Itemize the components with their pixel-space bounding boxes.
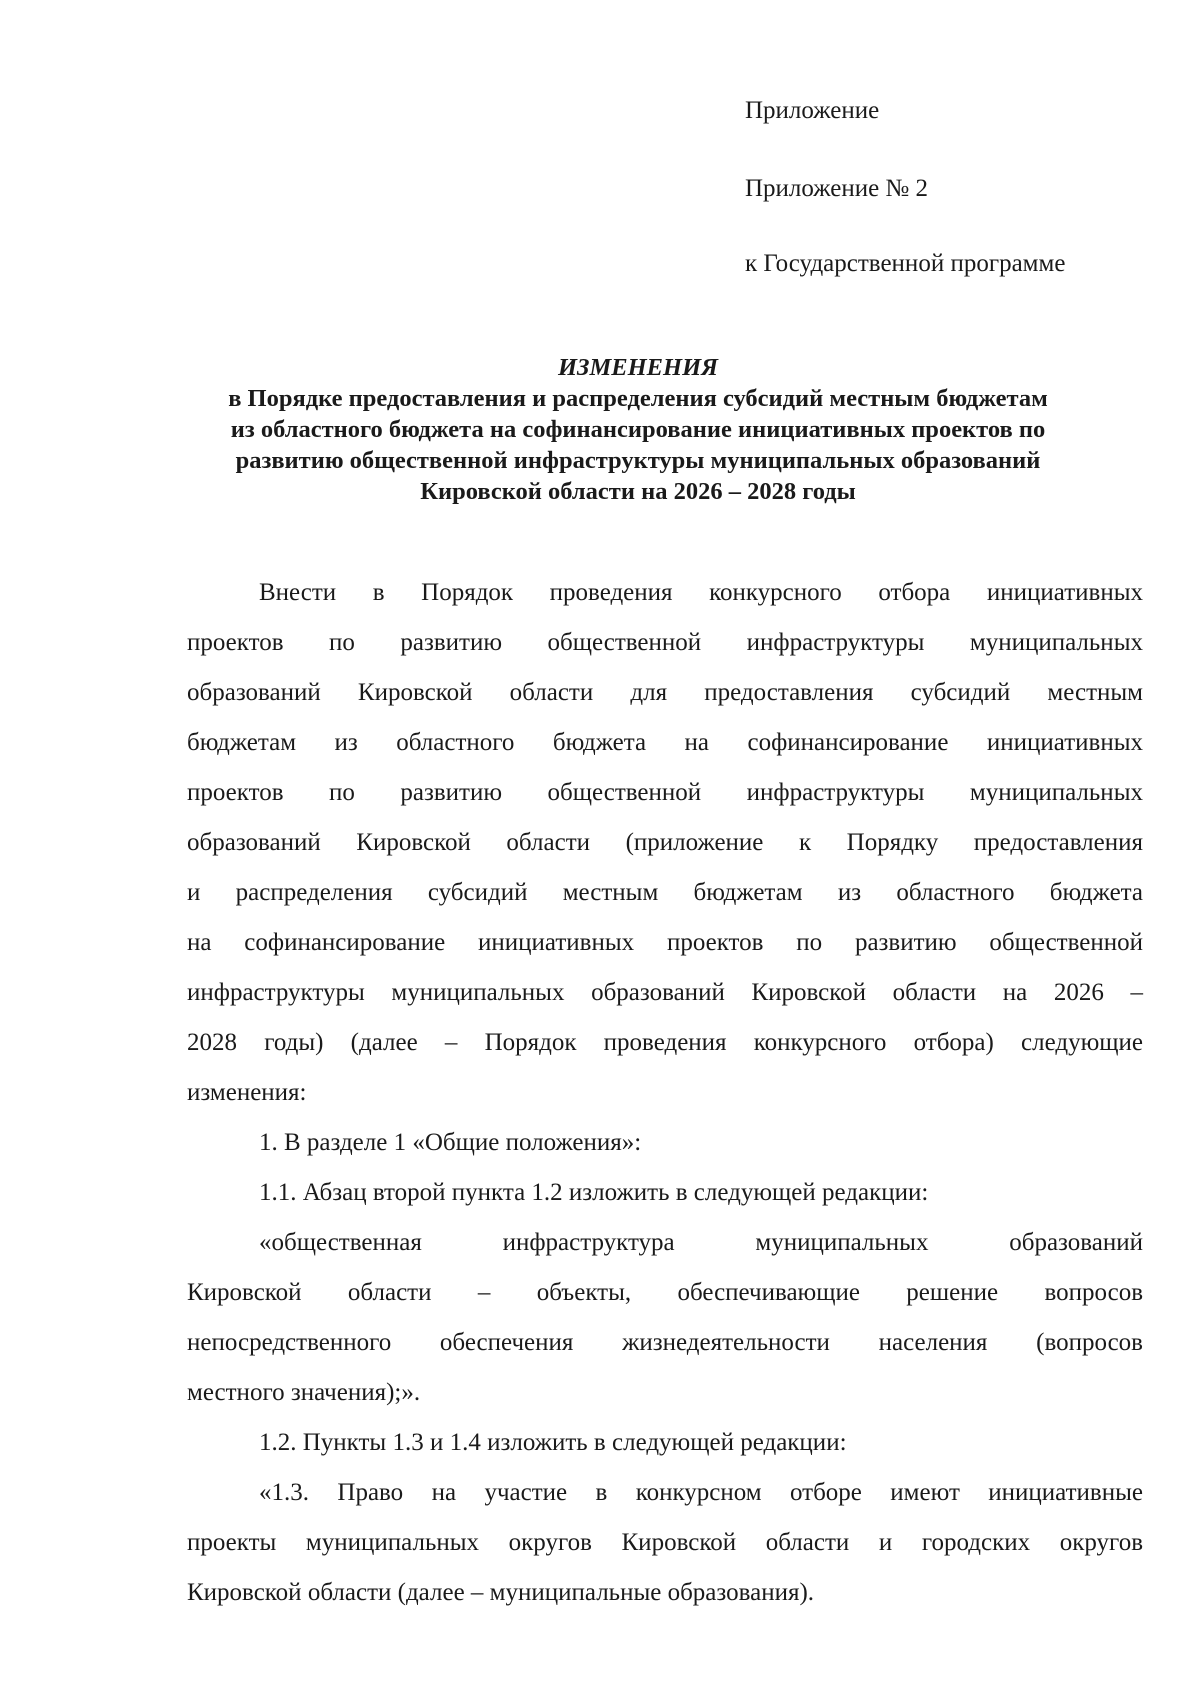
body-line: изменения:: [187, 1079, 307, 1106]
body-line: образований Кировской области для предоставления субсидий местным: [187, 679, 1143, 706]
body-line: бюджетам из областного бюджета на софинансирование инициативных: [187, 729, 1143, 756]
quoted-line: «1.3. Право на участие в конкурсном отборе имеют инициативные: [259, 1479, 1143, 1506]
body-line: образований Кировской области (приложение к Порядку предоставления: [187, 829, 1143, 856]
title-line: Кировской области на 2026 – 2028 годы: [420, 478, 856, 505]
body-line: проектов по развитию общественной инфраструктуры муниципальных: [187, 779, 1143, 806]
quoted-line: местного значения);».: [187, 1379, 421, 1406]
body-line: проектов по развитию общественной инфраструктуры муниципальных: [187, 629, 1143, 656]
document-title: [170, 352, 1106, 507]
quoted-line: Кировской области – объекты, обеспечивающие решение вопросов: [187, 1279, 1143, 1306]
quoted-line: непосредственного обеспечения жизнедеятельности населения (вопросов: [187, 1329, 1143, 1356]
title-line: из областного бюджета на софинансирование инициативных проектов по: [230, 416, 1046, 443]
subsection-item: 1.1. Абзац второй пункта 1.2 изложить в следующей редакции:: [259, 1179, 929, 1206]
annex-label: Приложение: [745, 97, 880, 124]
title-line: развитию общественной инфраструктуры муниципальных образований: [235, 447, 1041, 474]
body-line: на софинансирование инициативных проектов по развитию общественной: [187, 929, 1143, 956]
section-item: 1. В разделе 1 «Общие положения»:: [259, 1129, 642, 1156]
body-line: и распределения субсидий местным бюджетам из областного бюджета: [187, 879, 1143, 906]
quoted-line: Кировской области (далее – муниципальные образования).: [187, 1579, 815, 1606]
title-line: в Порядке предоставления и распределения субсидий местным бюджетам: [228, 385, 1048, 412]
body-line: Внести в Порядок проведения конкурсного отбора инициативных: [259, 579, 1143, 606]
subsection-item: 1.2. Пункты 1.3 и 1.4 изложить в следующей редакции:: [259, 1429, 847, 1456]
quoted-line: «общественная инфраструктура муниципальных образований: [259, 1229, 1143, 1256]
body-line: инфраструктуры муниципальных образований Кировской области на 2026 –: [187, 979, 1143, 1006]
document-body: [187, 568, 1143, 1618]
title-heading: ИЗМЕНЕНИЯ: [557, 354, 719, 381]
body-line: 2028 годы) (далее – Порядок проведения конкурсного отбора) следующие: [187, 1029, 1143, 1056]
annex-reference: к Государственной программе: [745, 250, 1066, 277]
quoted-line: проекты муниципальных округов Кировской области и городских округов: [187, 1529, 1143, 1556]
annex-number: Приложение № 2: [745, 175, 929, 202]
